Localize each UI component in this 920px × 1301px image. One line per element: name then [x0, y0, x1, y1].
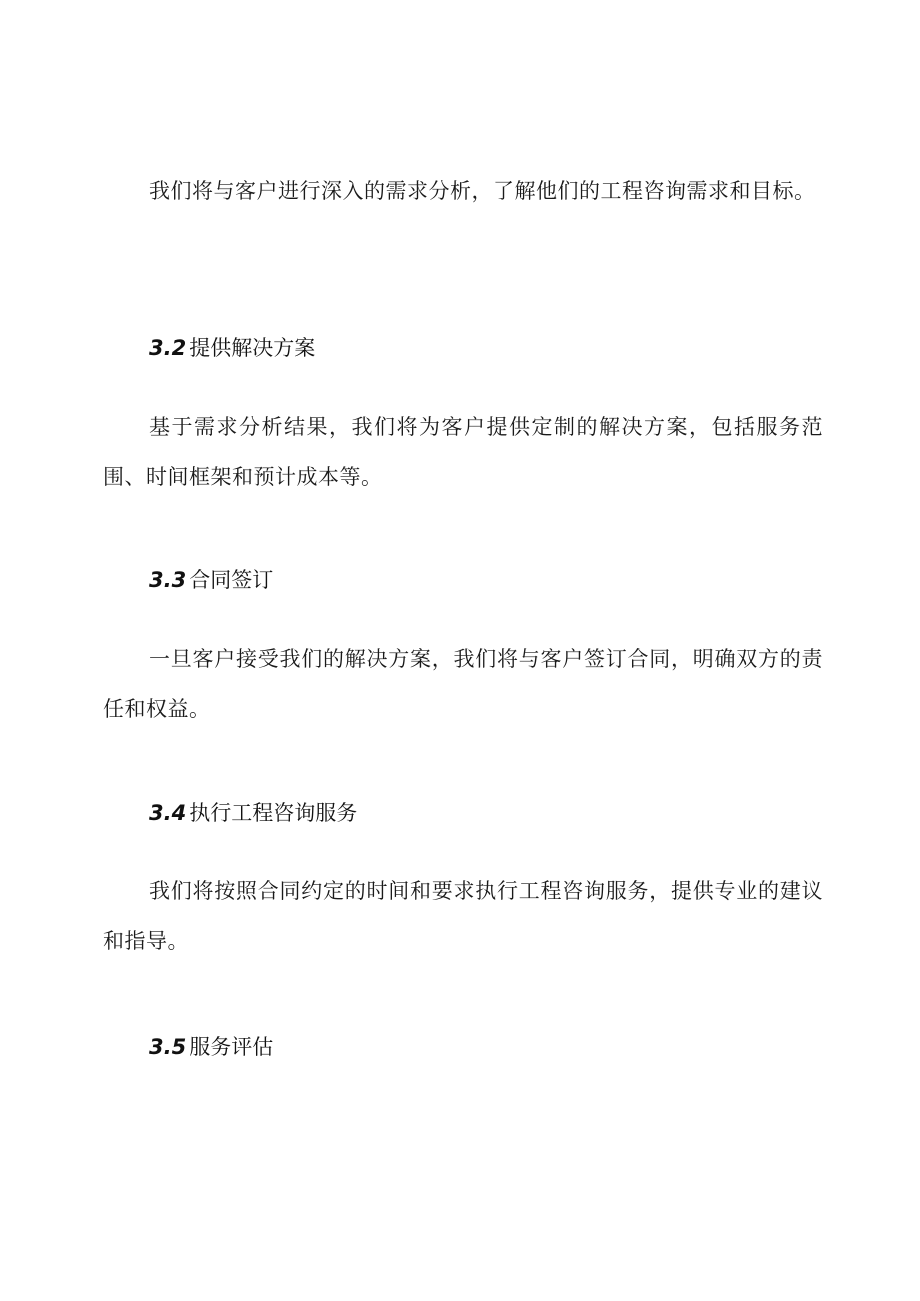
paragraph-contract: 一旦客户接受我们的解决方案，我们将与客户签订合同，明确双方的责任和权益。 — [103, 647, 823, 721]
section-number: 3.2 — [149, 336, 187, 360]
section-number: 3.5 — [149, 1035, 187, 1059]
section-title: 提供解决方案 — [189, 336, 316, 360]
section-heading-3-2 — [149, 333, 315, 363]
section-number: 3.3 — [149, 568, 187, 592]
section-number: 3.4 — [149, 801, 187, 825]
paragraph-execution: 我们将按照合同约定的时间和要求执行工程咨询服务，提供专业的建议和指导。 — [103, 879, 823, 953]
section-title: 执行工程咨询服务 — [189, 801, 358, 825]
section-heading-3-5 — [149, 1032, 273, 1062]
section-title: 合同签订 — [189, 568, 274, 592]
section-title: 服务评估 — [189, 1035, 274, 1059]
section-heading-3-4 — [149, 798, 357, 828]
paragraph-solution: 基于需求分析结果，我们将为客户提供定制的解决方案，包括服务范围、时间框架和预计成本等。 — [103, 415, 823, 489]
paragraph-needs-analysis: 我们将与客户进行深入的需求分析，了解他们的工程咨询需求和目标。 — [149, 179, 816, 203]
section-heading-3-3 — [149, 565, 273, 595]
